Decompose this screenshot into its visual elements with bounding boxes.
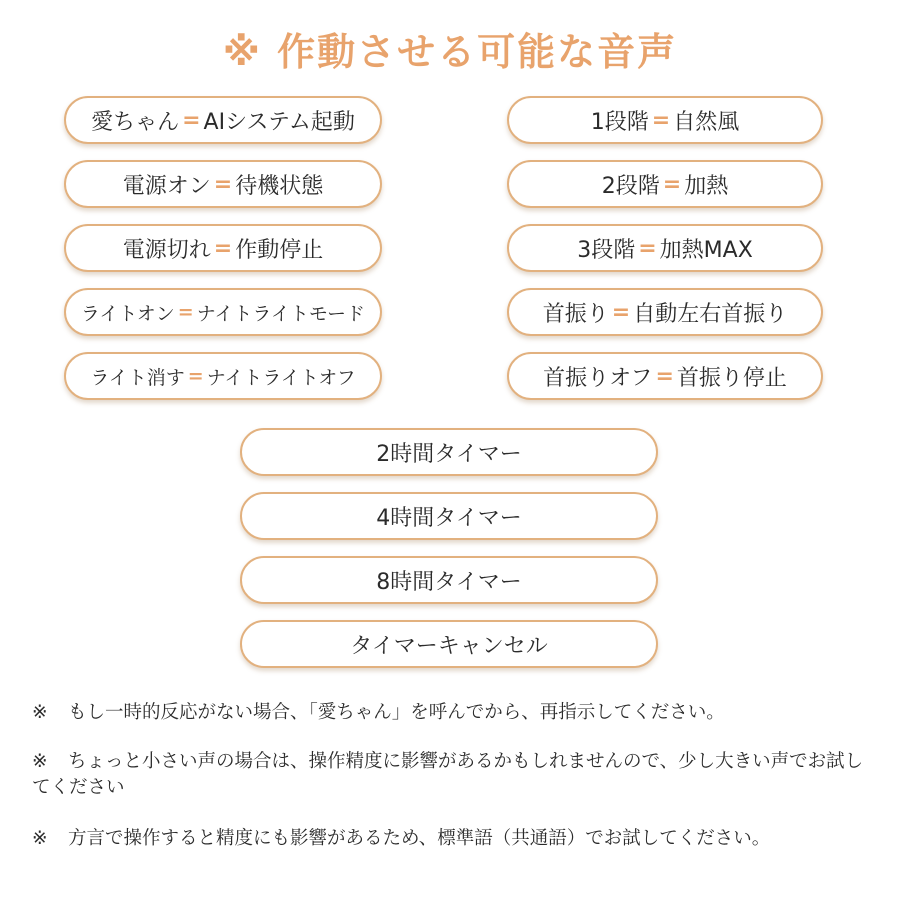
command-power-on [64, 160, 382, 208]
note-mark: ※ [32, 751, 48, 772]
note-1 [32, 700, 872, 726]
command-action: 待機状態 [235, 173, 324, 199]
command-level-3 [507, 224, 823, 272]
command-timer-8h: 8時間タイマー [240, 556, 658, 604]
command-action: 作動停止 [235, 237, 324, 263]
note-text: もし一時的反応がない場合、「愛ちゃん」を呼んでから、再指示してください。 [68, 702, 725, 723]
command-level-1 [507, 96, 823, 144]
note-text: ちょっと小さい声の場合は、操作精度に影響があるかもしれませんので、少し大きい声でお試してください [32, 751, 864, 798]
command-phrase: 電源オン [122, 173, 211, 199]
equals-sign: = [177, 301, 194, 323]
note-2 [32, 749, 872, 801]
equals-sign: = [213, 171, 233, 197]
equals-sign: = [611, 299, 631, 325]
equals-sign: = [655, 363, 674, 389]
command-timer-4h: 4時間タイマー [240, 492, 658, 540]
command-swing-off [507, 352, 823, 400]
command-action: 加熱 [684, 173, 729, 199]
command-phrase: 愛ちゃん [91, 109, 180, 135]
command-action: ナイトライトオフ [206, 366, 356, 389]
page-title: ※ 作動させる可能な音声 [222, 30, 678, 74]
note-mark: ※ [32, 702, 48, 723]
command-light-on [64, 288, 382, 336]
command-level-2 [507, 160, 823, 208]
command-phrase: 電源切れ [122, 237, 211, 263]
equals-sign: = [182, 107, 201, 133]
command-phrase: ライト消す [90, 366, 185, 389]
command-phrase: 2段階 [601, 173, 660, 199]
equals-sign: = [638, 235, 657, 261]
command-power-off [64, 224, 382, 272]
command-action: 加熱MAX [659, 237, 753, 263]
command-action: 自動左右首振り [633, 301, 788, 327]
command-light-off [64, 352, 382, 400]
command-action: ナイトライトモード [196, 302, 366, 325]
command-swing-on [507, 288, 823, 336]
command-action: AIシステム起動 [203, 109, 355, 135]
command-phrase: ライトオン [80, 302, 175, 325]
note-mark: ※ [32, 828, 48, 849]
equals-sign: = [662, 171, 682, 197]
command-phrase: 1段階 [590, 109, 649, 135]
equals-sign: = [187, 365, 204, 387]
command-phrase: 首振りオフ [543, 365, 653, 391]
command-timer-2h: 2時間タイマー [240, 428, 658, 476]
command-action: 自然風 [673, 109, 740, 135]
command-phrase: 首振り [542, 301, 609, 327]
command-action: 首振り停止 [676, 365, 787, 391]
equals-sign: = [213, 235, 233, 261]
command-phrase: 3段階 [577, 237, 636, 263]
command-timer-cancel: タイマーキャンセル [240, 620, 658, 668]
command-ai-start [64, 96, 382, 144]
note-3 [32, 826, 872, 852]
equals-sign: = [651, 107, 671, 133]
note-text: 方言で操作すると精度にも影響があるため、標準語（共通語）でお試してください。 [68, 828, 771, 849]
